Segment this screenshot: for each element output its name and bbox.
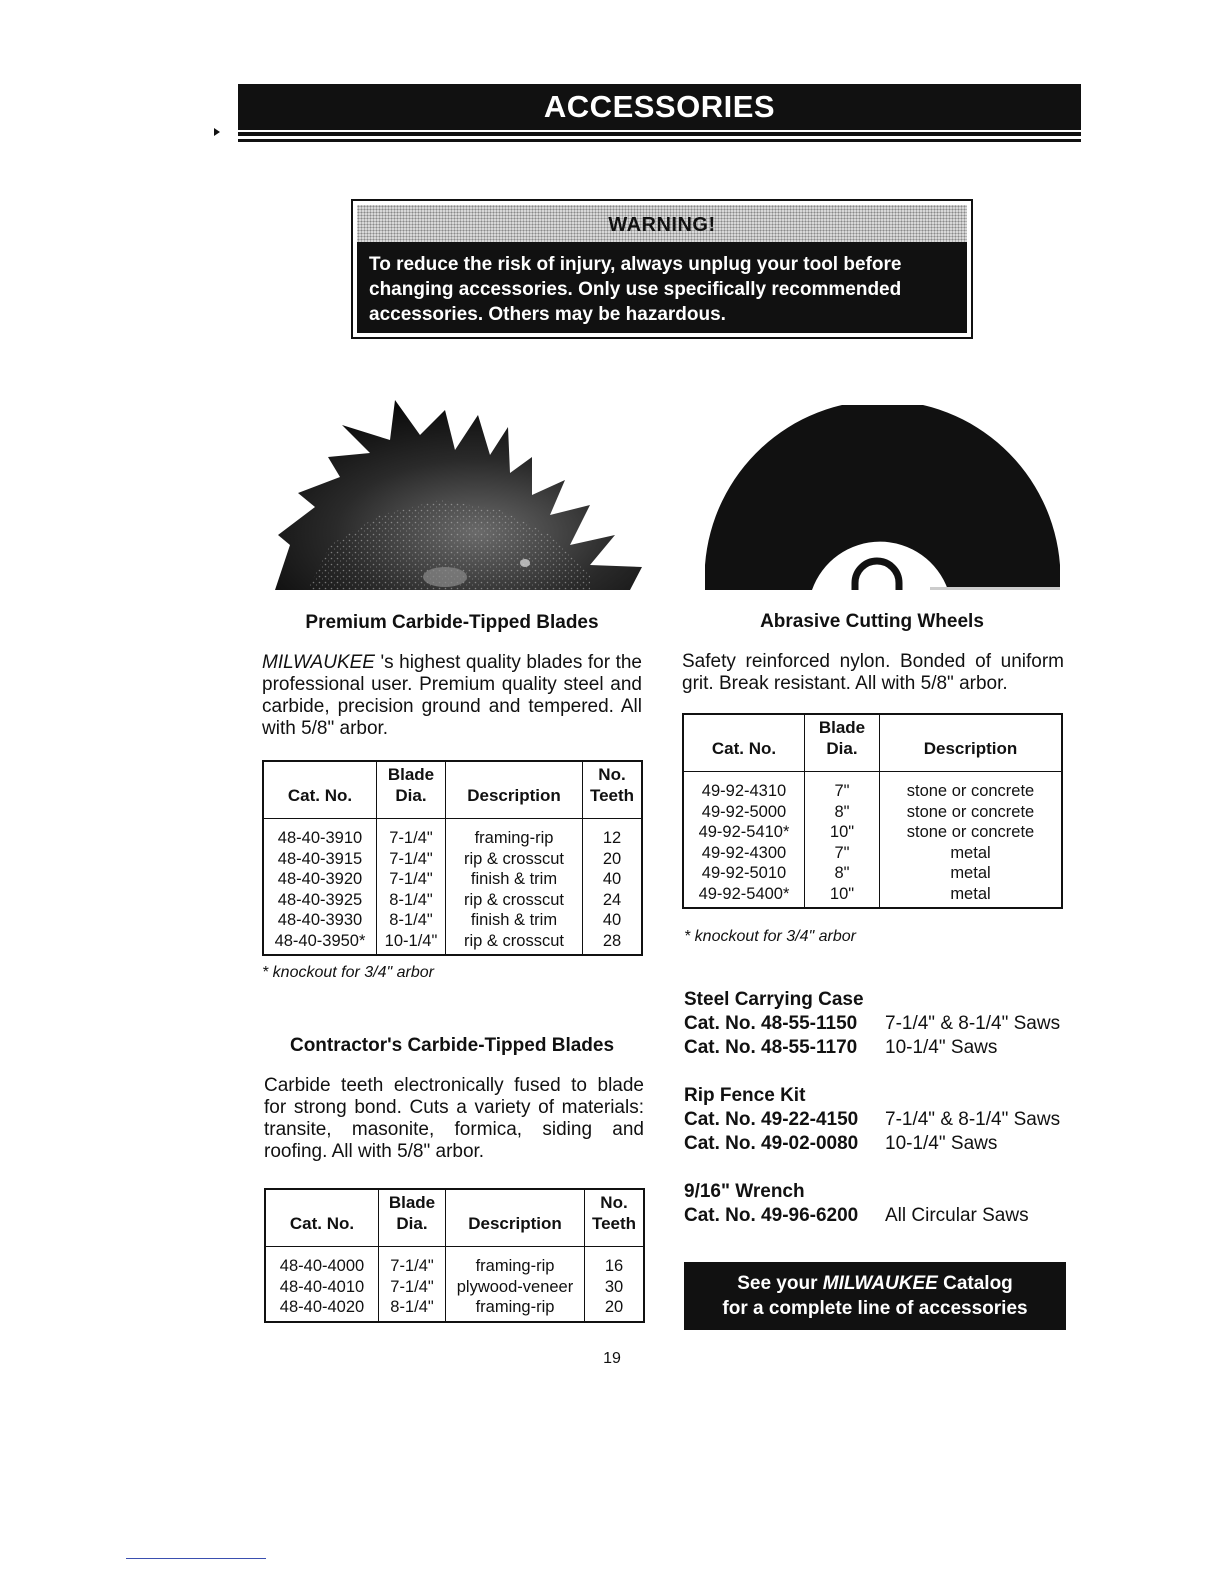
- column-header-no-teeth: No. Teeth: [583, 761, 643, 819]
- table-row: 48-40-4000 7-1/4" framing-rip 16: [265, 1247, 644, 1277]
- premium-blades-heading: Premium Carbide-Tipped Blades: [305, 612, 599, 633]
- contractor-blades-description: Carbide teeth electronically fused to blade for strong bond. Cuts a variety of materials: transite, masonite, formica, siding and roofing. All with 5/8" arbor.: [264, 1075, 644, 1162]
- page-title: ACCESSORIES: [238, 84, 1081, 130]
- saw-blade-icon: [270, 395, 650, 595]
- table-row: 49-92-5010 8" metal: [683, 863, 1062, 884]
- column-header-description: Description: [446, 1189, 585, 1247]
- column-header-cat-no: Cat. No.: [263, 761, 377, 819]
- table-row: 49-92-5000 8" stone or concrete: [683, 802, 1062, 823]
- abrasive-wheels-description: Safety reinforced nylon. Bonded of uniform grit. Break resistant. All with 5/8" arbor.: [682, 651, 1064, 694]
- column-header-description: Description: [880, 714, 1063, 772]
- column-header-blade-dia: Blade Dia.: [377, 761, 446, 819]
- table-row: 48-40-3930 8-1/4" finish & trim 40: [263, 910, 642, 931]
- table-row: 49-92-4300 7" metal: [683, 843, 1062, 864]
- list-item: Cat. No. 49-96-6200 All Circular Saws: [684, 1205, 1029, 1226]
- header-rule: [238, 132, 1081, 136]
- page-number: 19: [603, 1350, 621, 1367]
- table-row: 49-92-5410* 10" stone or concrete: [683, 822, 1062, 843]
- abrasive-wheel-icon: [700, 405, 1065, 590]
- contractor-blades-table: [264, 1188, 645, 1323]
- list-item: Cat. No. 48-55-1150 7-1/4" & 8-1/4" Saws: [684, 1013, 1061, 1034]
- column-header-cat-no: Cat. No.: [683, 714, 805, 772]
- table-row: 48-40-3950* 10-1/4" rip & crosscut 28: [263, 931, 642, 956]
- warning-title: WARNING!: [357, 205, 967, 242]
- catalog-line: See your MILWAUKEE Catalog: [737, 1273, 1013, 1294]
- margin-arrow-icon: [214, 128, 220, 136]
- brand-name: MILWAUKEE: [822, 1273, 938, 1294]
- table-row: 48-40-4020 8-1/4" framing-rip 20: [265, 1297, 644, 1322]
- list-item: Cat. No. 48-55-1170 10-1/4" Saws: [684, 1037, 998, 1058]
- contractor-blades-heading: Contractor's Carbide-Tipped Blades: [289, 1035, 615, 1056]
- warning-line: To reduce the risk of injury, always unplug your tool before: [369, 254, 902, 275]
- premium-blades-table: [262, 760, 643, 956]
- table-row: 48-40-3910 7-1/4" framing-rip 12: [263, 819, 642, 849]
- premium-blades-description: [262, 652, 642, 740]
- list-item: Cat. No. 49-02-0080 10-1/4" Saws: [684, 1133, 998, 1154]
- premium-description-text: 's highest quality blades for the professional user. Premium quality steel and carbide, precision ground and tempered. All with 5/8" arbor.: [262, 652, 642, 739]
- carrying-case-heading: Steel Carrying Case: [684, 989, 864, 1010]
- footer-rule: [126, 1558, 266, 1559]
- table-row: 48-40-3925 8-1/4" rip & crosscut 24: [263, 890, 642, 911]
- brand-name: MILWAUKEE: [262, 652, 375, 673]
- column-header-description: Description: [446, 761, 583, 819]
- column-header-blade-dia: Blade Dia.: [805, 714, 880, 772]
- warning-text: [357, 242, 967, 333]
- rip-fence-heading: Rip Fence Kit: [684, 1085, 806, 1106]
- table-row: 49-92-5400* 10" metal: [683, 884, 1062, 909]
- column-header-no-teeth: No. Teeth: [585, 1189, 645, 1247]
- column-header-cat-no: Cat. No.: [265, 1189, 379, 1247]
- catalog-line: for a complete line of accessories: [722, 1298, 1028, 1319]
- table-row: 48-40-3915 7-1/4" rip & crosscut 20: [263, 849, 642, 870]
- wrench-heading: 9/16" Wrench: [684, 1181, 805, 1202]
- warning-line: accessories. Others may be hazardous.: [369, 304, 726, 325]
- abrasive-wheels-table: [682, 713, 1063, 909]
- table-row: 48-40-3920 7-1/4" finish & trim 40: [263, 869, 642, 890]
- header-rule: [238, 139, 1081, 142]
- list-item: Cat. No. 49-22-4150 7-1/4" & 8-1/4" Saws: [684, 1109, 1061, 1130]
- warning-line: changing accessories. Only use specifically recommended: [369, 279, 902, 300]
- table-row: 48-40-4010 7-1/4" plywood-veneer 30: [265, 1277, 644, 1298]
- table-row: 49-92-4310 7" stone or concrete: [683, 772, 1062, 802]
- column-header-blade-dia: Blade Dia.: [379, 1189, 446, 1247]
- catalog-callout: [684, 1262, 1066, 1330]
- premium-footnote: * knockout for 3/4" arbor: [262, 964, 434, 981]
- abrasive-footnote: * knockout for 3/4" arbor: [684, 928, 856, 945]
- abrasive-wheels-heading: Abrasive Cutting Wheels: [760, 611, 984, 632]
